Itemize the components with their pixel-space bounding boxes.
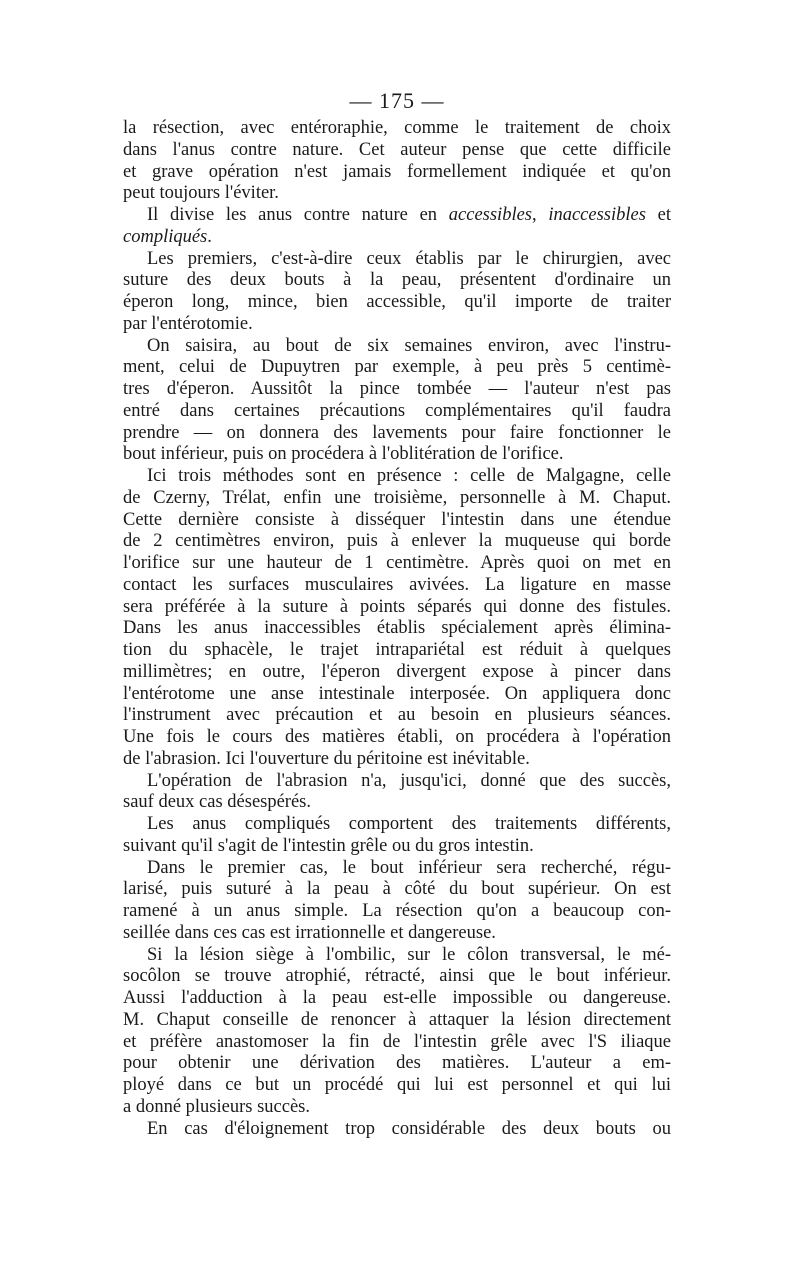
text-line: de l'abrasion. Ici l'ouverture du péritoine est inévitable. (123, 748, 530, 769)
text-line: On saisira, au bout de six semaines environ, avec l'instru- (147, 335, 671, 356)
text-line: prendre — on donnera des lavements pour faire fonctionner le (123, 422, 671, 443)
text-line: et grave opération n'est jamais formellement indiquée et qu'on (123, 161, 671, 182)
text-line: larisé, puis suturé à la peau à côté du bout supérieur. On est (123, 879, 671, 900)
text-line: éperon long, mince, bien accessible, qu'il importe de traiter (123, 292, 671, 312)
text-line: seillée dans ces cas est irrationnelle et dangereuse. (123, 922, 496, 943)
text-line: M. Chaput conseille de renoncer à attaquer la lésion directement (123, 1009, 671, 1030)
text-line: compliqués. (123, 226, 212, 247)
text-line: ployé dans ce but un procédé qui lui est personnel et qui lui (123, 1075, 671, 1095)
text-line: Ici trois méthodes sont en présence : celle de Malgagne, celle (147, 466, 671, 486)
text-line: peut toujours l'éviter. (123, 183, 279, 204)
text-line: par l'entérotomie. (123, 313, 253, 334)
text-line: millimètres; en outre, l'éperon divergent expose à pincer dans (123, 661, 671, 682)
text-line: pour obtenir une dérivation des matières. L'auteur a em- (123, 1053, 671, 1074)
text-line: socôlon se trouve atrophié, rétracté, ainsi que le bout inférieur. (123, 966, 671, 987)
text-line: ramené à un anus simple. La résection qu'on a beaucoup con- (123, 901, 671, 921)
text-line: Dans les anus inaccessibles établis spécialement après élimina- (123, 618, 671, 639)
text-line: En cas d'éloignement trop considérable des deux bouts ou (147, 1118, 671, 1139)
text-line: Les anus compliqués comportent des traitements différents, (147, 814, 671, 834)
text-line: Dans le premier cas, le bout inférieur sera recherché, régu- (147, 857, 671, 878)
text-line: et préfère anastomoser la fin de l'intestin grêle avec l'S iliaque (123, 1031, 671, 1052)
text-line: entré dans certaines précautions complémentaires qu'il faudra (123, 400, 671, 421)
text-line: tion du sphacèle, le trajet intrapariétal est réduit à quelques (123, 640, 671, 660)
text-line: de 2 centimètres environ, puis à enlever la muqueuse qui borde (123, 531, 671, 552)
text-line: a donné plusieurs succès. (123, 1096, 311, 1117)
text-line: dans l'anus contre nature. Cet auteur pense que cette difficile (123, 139, 671, 160)
page-number: — 175 — (349, 88, 445, 113)
text-line: ment, celui de Dupuytren par exemple, à peu près 5 centimè- (123, 357, 671, 378)
text-line: Les premiers, c'est-à-dire ceux établis par le chirurgien, avec (147, 248, 671, 269)
text-line: l'entérotome une anse intestinale interposée. On appliquera donc (123, 683, 671, 704)
text-line: l'instrument avec précaution et au besoin en plusieurs séances. (123, 705, 671, 726)
text-line: la résection, avec entéroraphie, comme le traitement de choix (123, 118, 671, 138)
text-line: L'opération de l'abrasion n'a, jusqu'ici, donné que des succès, (147, 770, 671, 791)
text-line: l'orifice sur une hauteur de 1 centimètre. Après quoi on met en (123, 553, 671, 573)
text-line: Cette dernière consiste à disséquer l'intestin dans une étendue (123, 509, 671, 530)
text-line: de Czerny, Trélat, enfin une troisième, personnelle à M. Chaput. (123, 487, 671, 508)
text-line: Il divise les anus contre nature en accessibles, inaccessibles et (147, 205, 672, 225)
text-line: suture des deux bouts à la peau, présentent d'ordinaire un (123, 270, 671, 291)
text-line: Une fois le cours des matières établi, on procédera à l'opération (123, 727, 671, 747)
body-text (123, 118, 671, 1140)
text-line: tres d'éperon. Aussitôt la pince tombée — l'auteur n'est pas (123, 379, 671, 399)
text-line: bout inférieur, puis on procédera à l'oblitération de l'orifice. (123, 444, 564, 465)
text-line: suivant qu'il s'agit de l'intestin grêle ou du gros intestin. (123, 835, 534, 856)
text-line: sera préférée à la suture à points séparés qui donne des fistules. (123, 596, 671, 617)
text-line: contact les surfaces musculaires avivées. La ligature en masse (123, 574, 671, 595)
text-line: sauf deux cas désespérés. (123, 792, 312, 813)
text-line: Aussi l'adduction à la peau est-elle impossible ou dangereuse. (123, 988, 671, 1008)
text-line: Si la lésion siège à l'ombilic, sur le côlon transversal, le mé- (147, 944, 671, 965)
